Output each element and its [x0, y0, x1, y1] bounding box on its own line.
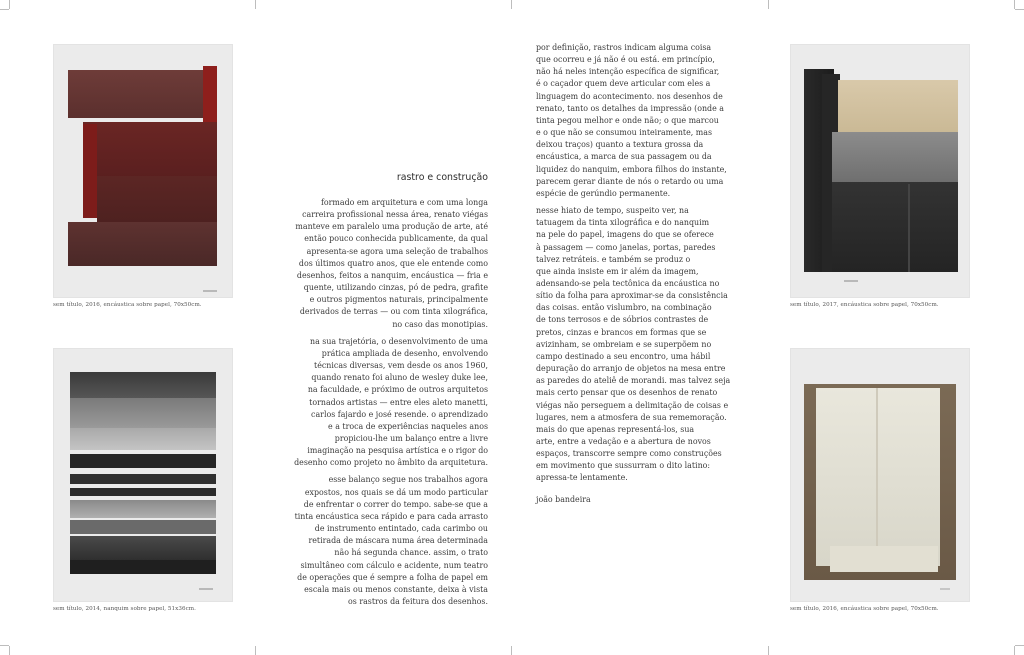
- text-line: de tons terrosos e de sóbrios contrastes de: [536, 315, 709, 325]
- artwork-block: [70, 500, 216, 518]
- text-line: viégas não perseguem a delimitação de coisas e: [536, 400, 729, 410]
- paragraph-2: [288, 336, 488, 470]
- text-line: arte, entre a vedação e a abertura de novos: [536, 437, 711, 446]
- caption-bottom-right: sem título, 2016, encáustica sobre papel, 70x50cm.: [790, 606, 939, 612]
- text-line: tinta pegou melhor e onde não; o que marcou: [536, 115, 719, 125]
- artwork-block: [70, 398, 216, 428]
- artwork-block: [70, 372, 216, 398]
- text-line: na sua trajetória, o desenvolvimento de uma: [310, 336, 488, 346]
- text-line: derivados de terras — ou com tinta xilográfica,: [299, 307, 488, 317]
- artwork-ink-bands: [53, 348, 233, 602]
- text-line: desenhos, feitos a nanquim, encáustica — fria e: [296, 270, 488, 280]
- text-line: espaços, transcorre sempre como construções: [536, 449, 722, 459]
- text-line: carreira profissional nessa área, renato viégas: [302, 210, 488, 220]
- text-line: não há neles intenção específica de significar,: [536, 67, 720, 77]
- text-line: na pele do papel, imagens do que se oferece: [536, 230, 714, 240]
- artwork-block: [838, 80, 958, 136]
- artwork-block: [70, 454, 216, 468]
- text-line: das coisas. então vislumbro, na combinação: [536, 303, 712, 313]
- text-line: de operações que é sempre a folha de papel em: [297, 572, 488, 582]
- text-line: quando renato foi aluno de wesley duke lee,: [311, 373, 488, 383]
- caption-bottom-left: sem título, 2014, nanquim sobre papel, 51x36cm.: [53, 606, 196, 612]
- paragraph-2: [536, 205, 746, 485]
- paragraph-1: [536, 42, 746, 200]
- text-line: mais do que apenas representá-los, sua: [536, 424, 695, 434]
- artwork-block: [70, 488, 216, 496]
- artwork-block: [816, 388, 940, 566]
- crop-mark: [255, 646, 256, 655]
- text-line: nesse hiato de tempo, suspeito ver, na: [536, 206, 689, 216]
- artwork-block: [832, 182, 958, 272]
- text-line: manteve em paralelo uma produção de arte, até: [295, 222, 488, 232]
- text-line: pretos, cinzas e brancos em formas que se: [536, 327, 707, 337]
- text-line: escala mais ou menos constante, deixa à vista: [304, 584, 488, 594]
- text-line: apressa-te lentamente.: [536, 473, 628, 483]
- text-line: então pouco conhecida publicamente, da qual: [304, 234, 488, 244]
- paragraph-gap: [536, 485, 746, 494]
- artwork-cream-brown-encaustic: [790, 348, 970, 602]
- text-line: depuração do arranjo de objetos na mesa entre: [536, 364, 726, 374]
- text-line: espécie de gerúndio permanente.: [536, 188, 671, 198]
- crop-mark: [511, 0, 512, 9]
- text-line: talvez retráteis. e também se produz o: [536, 254, 691, 264]
- text-column-left: [288, 197, 488, 608]
- crop-mark: [255, 0, 256, 9]
- artwork-block: [68, 222, 217, 266]
- text-line: simultâneo com cálculo e acidente, num teatro: [300, 560, 488, 570]
- paragraph-1: [288, 197, 488, 331]
- text-line: e a troca de experiências naqueles anos: [328, 421, 488, 431]
- text-line: à passagem — como janelas, portas, paredes: [536, 242, 716, 252]
- artwork-block: [70, 474, 216, 484]
- text-line: tinta encáustica seca rápido e para cada arrasto: [294, 511, 488, 521]
- text-line: de enfrentar o correr do tempo. sabe-se que a: [303, 499, 488, 509]
- text-line: carlos fajardo e josé resende. o aprendizado: [311, 409, 488, 419]
- text-line: tornados artistas — entre eles aleto manetti,: [309, 397, 488, 407]
- artwork-block: [876, 388, 878, 548]
- crop-mark: [1015, 645, 1024, 646]
- text-line: não há segunda chance. assim, o trato: [334, 548, 488, 558]
- artwork-block: [97, 176, 217, 222]
- artwork-signature: [203, 290, 217, 292]
- text-line: os rastros da feitura dos desenhos.: [348, 597, 488, 606]
- text-line: parecem gerar diante de nós o retardo ou uma: [536, 176, 724, 186]
- text-line: sítio da folha para aproximar-se da consistência: [536, 291, 728, 301]
- artwork-black-beige-encaustic: [790, 44, 970, 298]
- artwork-block: [70, 520, 216, 534]
- text-line: que ainda insiste em ir além da imagem,: [536, 266, 699, 276]
- text-line: propiciou-lhe um balanço entre a livre: [334, 433, 488, 443]
- text-line: quente, utilizando cinzas, pó de pedra, grafite: [303, 283, 488, 293]
- crop-mark: [768, 0, 769, 9]
- text-line: encáustica, a marca de sua passagem ou da: [536, 152, 712, 162]
- text-line: formado em arquitetura e com uma longa: [320, 198, 488, 207]
- caption-top-left: sem título, 2016, encáustica sobre papel, 70x50cm.: [53, 302, 202, 308]
- caption-top-right: sem título, 2017, encáustica sobre papel, 70x50cm.: [790, 302, 939, 308]
- crop-mark: [0, 645, 9, 646]
- text-line: na faculdade, e próximo de outros arquitetos: [307, 385, 488, 395]
- text-line: dos últimos quatro anos, que ele entende como: [298, 258, 488, 268]
- artwork-block: [832, 132, 958, 184]
- crop-mark: [511, 646, 512, 655]
- text-line: as paredes do ateliê de morandi. mas talvez seja: [536, 376, 731, 386]
- paragraph-3: [288, 474, 488, 608]
- artwork-signature: [940, 588, 950, 590]
- text-line: por definição, rastros indicam alguma coisa: [536, 43, 712, 52]
- artwork-red-encaustic: [53, 44, 233, 298]
- crop-mark: [9, 646, 10, 655]
- text-line: retirada de máscara numa área determinada: [308, 536, 488, 546]
- author-signature: joão bandeira: [536, 494, 591, 504]
- crop-mark: [1014, 646, 1015, 655]
- crop-mark: [1015, 9, 1024, 10]
- crop-mark: [9, 0, 10, 9]
- text-line: apresenta-se agora uma seleção de trabalhos: [306, 246, 488, 256]
- artwork-block: [70, 560, 216, 574]
- text-line: expostos, nos quais se dá um modo particular: [304, 487, 488, 497]
- artwork-signature: [844, 280, 858, 282]
- text-line: imaginação na pesquisa artística e o rigor do: [307, 446, 488, 456]
- crop-mark: [1014, 0, 1015, 9]
- text-line: e o que não se consumou inteiramente, mas: [536, 128, 712, 138]
- artwork-block: [70, 428, 216, 450]
- text-line: tatuagem da tinta xilográfica e do nanquim: [536, 218, 710, 228]
- text-line: e outros pigmentos naturais, principalmente: [309, 295, 488, 305]
- text-line: liquidez do nanquim, embora filhos do instante,: [536, 164, 727, 174]
- text-line: avizinham, se ombreiam e se superpõem no: [536, 339, 712, 349]
- text-line: campo destinado a seu encontro, uma hábil: [536, 351, 711, 361]
- text-line: desenho como projeto no âmbito da arquitetura.: [294, 458, 488, 468]
- text-line: no caso das monotipias.: [392, 319, 488, 329]
- artwork-block: [70, 536, 216, 560]
- crop-mark: [0, 9, 9, 10]
- artwork-block: [83, 124, 97, 218]
- text-line: é o caçador quem deve articular com eles a: [536, 79, 711, 89]
- text-line: mais certo pensar que os desenhos de renato: [536, 388, 718, 398]
- section-title: rastro e construção: [396, 172, 488, 183]
- text-column-right: [536, 42, 746, 506]
- text-line: técnicas diversas, vem desde os anos 1960,: [314, 361, 488, 371]
- text-line: esse balanço segue nos trabalhos agora: [328, 475, 488, 485]
- text-line: lugares, nem a atmosfera de sua rememoração.: [536, 412, 727, 422]
- crop-mark: [768, 646, 769, 655]
- artwork-signature: [199, 588, 213, 590]
- text-line: em movimento que sussurram o dito latino:: [536, 461, 711, 471]
- text-line: linguagem do acontecimento. nos desenhos de: [536, 91, 723, 101]
- text-line: prática ampliada de desenho, envolvendo: [321, 348, 488, 358]
- text-line: que ocorreu e já não é ou está. em princípio,: [536, 55, 715, 65]
- artwork-block: [68, 70, 215, 118]
- text-line: de instrumento entintado, cada carimbo ou: [314, 524, 488, 534]
- text-line: deixou traços) quanto a textura grossa da: [536, 140, 704, 150]
- artwork-block: [908, 184, 910, 272]
- artwork-block: [83, 122, 217, 178]
- text-line: renato, tanto os detalhes da impressão (onde a: [536, 103, 724, 113]
- artwork-block: [830, 546, 938, 572]
- text-line: adensando-se pela tectônica da encáustica no: [536, 278, 720, 288]
